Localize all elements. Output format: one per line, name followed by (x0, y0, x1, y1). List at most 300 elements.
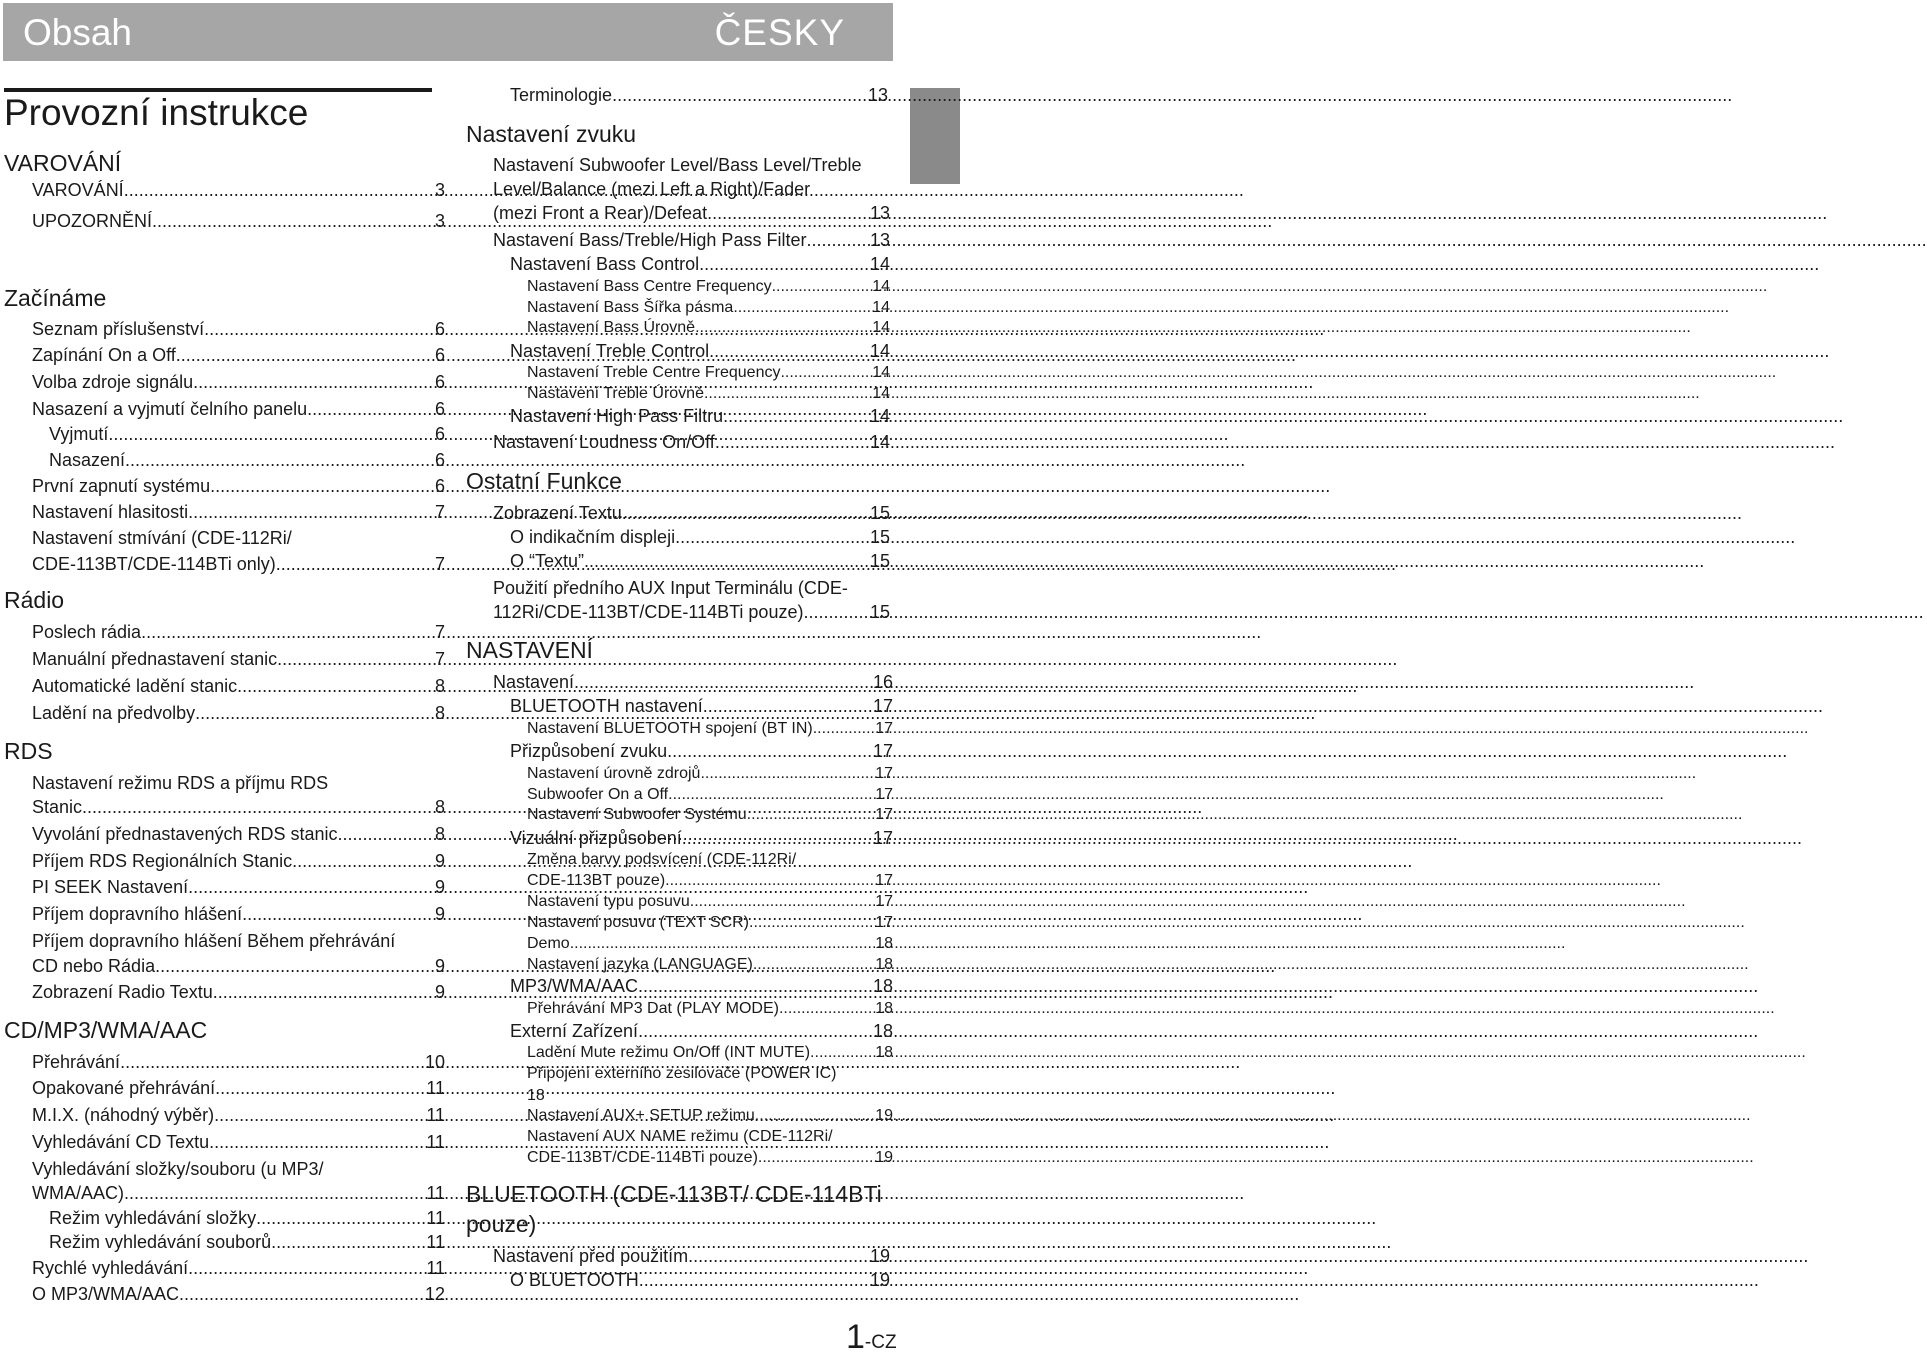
toc-entry-page: 19 (875, 1149, 893, 1166)
toc-entry-page: 14 (872, 364, 890, 381)
toc-entry-title: VAROVÁNÍ (32, 180, 124, 200)
toc-entry-title: O BLUETOOTH (510, 1270, 639, 1290)
toc-entry-page: 17 (872, 741, 893, 761)
toc-entry[interactable] (510, 1021, 893, 1042)
toc-entry-title: Nastavení AUX NAME režimu (CDE-112Ri/ (527, 1128, 833, 1145)
toc-entry[interactable] (510, 828, 893, 849)
toc-entry[interactable] (32, 528, 292, 549)
toc-entry-page: 14 (872, 319, 890, 336)
toc-entry-title: Ladění Mute režimu On/Off (INT MUTE) (527, 1044, 811, 1061)
toc-entry[interactable] (527, 956, 893, 974)
toc-entry-title: Nastavení jazyka (LANGUAGE) (527, 956, 753, 973)
toc-entry-page: 6 (434, 476, 445, 496)
toc-entry-title: Vyjmutí (49, 424, 109, 444)
toc-entry[interactable] (527, 893, 893, 911)
toc-entry-title: Nastavení (493, 672, 575, 692)
toc-entry[interactable] (527, 278, 890, 296)
toc-entry-page: 19 (869, 1246, 890, 1266)
toc-entry-page: 15 (869, 602, 890, 622)
dot-leader (715, 432, 870, 453)
toc-entry-page: 11 (426, 1208, 445, 1228)
dot-leader (188, 877, 435, 898)
toc-entry[interactable] (32, 1078, 445, 1099)
toc-entry-page: 8 (434, 797, 445, 817)
dot-leader (668, 786, 875, 804)
toc-entry[interactable] (493, 602, 890, 623)
dot-leader (125, 450, 435, 471)
dot-leader (276, 554, 435, 575)
toc-entry[interactable] (32, 1052, 445, 1073)
toc-entry-title: Stanic (32, 797, 83, 817)
toc-entry[interactable] (49, 1232, 445, 1253)
dot-leader (215, 1078, 426, 1099)
toc-entry-title: Příjem dopravního hlášení (32, 904, 243, 924)
toc-entry-title: Připojení externího zesilovače (POWER IC) (527, 1065, 837, 1082)
dot-leader (574, 672, 873, 693)
toc-entry[interactable] (510, 527, 890, 548)
toc-entry-page: 15 (869, 551, 890, 571)
toc-entry[interactable] (32, 372, 445, 393)
toc-entry-title: Volba zdroje signálu (32, 372, 194, 392)
toc-entry[interactable] (527, 1044, 893, 1062)
toc-entry[interactable] (32, 851, 445, 872)
dot-leader (209, 1132, 426, 1153)
toc-entry[interactable] (32, 703, 445, 724)
toc-entry-title: PI SEEK Nastavení (32, 877, 189, 897)
section-heading: BLUETOOTH (CDE-113BT/ CDE-114BTi (466, 1181, 882, 1207)
section-heading: RDS (4, 738, 53, 764)
toc-entry-page: 11 (426, 1258, 445, 1278)
toc-entry[interactable] (510, 406, 890, 427)
toc-entry[interactable] (32, 1284, 445, 1305)
section-heading: Ostatní Funkce (466, 468, 622, 494)
toc-entry-title: Terminologie (510, 85, 613, 105)
toc-entry[interactable] (527, 914, 893, 932)
toc-entry-title: 18 (527, 1087, 545, 1104)
toc-entry[interactable] (49, 424, 445, 445)
toc-entry-page: 13 (869, 203, 890, 223)
toc-entry[interactable] (527, 935, 893, 953)
dot-leader (755, 1107, 875, 1125)
toc-entry-title: Rychlé vyhledávání (32, 1258, 189, 1278)
section-heading: CD/MP3/WMA/AAC (4, 1017, 208, 1043)
toc-entry[interactable] (32, 1159, 323, 1180)
toc-entry-title: Seznam příslušenství (32, 319, 205, 339)
dot-leader (682, 828, 873, 849)
dot-leader (124, 180, 435, 201)
main-title: Provozní instrukce (4, 92, 309, 133)
section-heading: Začínáme (4, 285, 107, 311)
toc-entry-page: 7 (434, 649, 445, 669)
toc-entry-title: Ladění na předvolby (32, 703, 196, 723)
dot-leader (806, 230, 870, 251)
toc-entry-title: Nastavení typu posuvu (527, 893, 690, 910)
toc-entry-title: Nastavení Loudness On/Off (493, 432, 715, 452)
toc-entry-title: (mezi Front a Rear)/Defeat (493, 203, 708, 223)
toc-entry-title: Nastavení Bass Úrovně (527, 319, 696, 336)
toc-entry[interactable] (493, 155, 862, 176)
toc-entry[interactable] (32, 476, 445, 497)
header-language: ČESKY (714, 12, 845, 53)
toc-entry-title: Manuální přednastavení stanic (32, 649, 278, 669)
dot-leader (639, 1270, 870, 1291)
dot-leader (570, 935, 876, 953)
toc-entry[interactable] (32, 931, 395, 952)
toc-entry-page: 14 (872, 278, 890, 295)
toc-entry-title: O “Textu” (510, 551, 585, 571)
toc-entry[interactable] (32, 649, 445, 670)
toc-entry-page: 11 (426, 1078, 445, 1098)
toc-entry-title: Nastavení Bass Centre Frequency (527, 278, 772, 295)
toc-entry-title: Příjem RDS Regionálních Stanic (32, 851, 293, 871)
toc-entry-title: Režim vyhledávání složky (49, 1208, 257, 1228)
dot-leader (338, 824, 435, 845)
toc-entry[interactable] (510, 741, 893, 762)
toc-entry-page: 10 (424, 1052, 445, 1072)
dot-leader (584, 551, 870, 572)
header-bar (3, 3, 893, 61)
toc-entry-title: O MP3/WMA/AAC (32, 1284, 180, 1304)
dot-leader (803, 602, 870, 623)
dot-leader (758, 1149, 875, 1167)
toc-entry-page: 17 (875, 806, 893, 823)
toc-entry-title: Nastavení hlasitosti (32, 502, 189, 522)
dot-leader (237, 676, 435, 697)
toc-entry[interactable] (32, 622, 445, 643)
toc-entry-page: 12 (424, 1284, 445, 1304)
toc-entry-title: Externí Zařízení (510, 1021, 639, 1041)
toc-entry-page: 7 (434, 554, 445, 574)
toc-entry-title: Nasazení a vyjmutí čelního panelu (32, 399, 308, 419)
toc-entry-title: Subwoofer On a Off (527, 786, 669, 803)
toc-entry[interactable] (527, 806, 893, 824)
toc-entry[interactable] (527, 872, 893, 890)
toc-entry-page: 17 (875, 786, 893, 803)
toc-entry-title: První zapnutí systému (32, 476, 211, 496)
toc-entry-page: 9 (434, 956, 445, 976)
toc-entry-page: 9 (434, 877, 445, 897)
toc-entry-title: Vyvolání přednastavených RDS stanic (32, 824, 338, 844)
toc-entry[interactable] (32, 319, 445, 340)
toc-entry-title: 112Ri/CDE-113BT/CDE-114BTi pouze) (493, 602, 804, 622)
toc-entry-page: 16 (872, 672, 893, 692)
dot-leader (813, 720, 875, 738)
dot-leader (256, 1208, 426, 1229)
toc-entry[interactable] (510, 696, 893, 717)
dot-leader (188, 502, 435, 523)
toc-entry-title: M.I.X. (náhodný výběr) (32, 1105, 215, 1125)
toc-entry-page: 9 (434, 851, 445, 871)
toc-entry-page: 14 (869, 432, 890, 452)
dot-leader (179, 1284, 425, 1305)
toc-entry[interactable] (32, 1258, 445, 1279)
toc-entry[interactable] (527, 720, 893, 738)
toc-entry[interactable] (32, 982, 445, 1003)
toc-entry-title: Nastavení Bass Control (510, 254, 700, 274)
toc-entry[interactable] (527, 1087, 545, 1105)
toc-entry[interactable] (527, 1149, 893, 1167)
toc-entry-page: 7 (434, 502, 445, 522)
dot-leader (638, 976, 873, 997)
toc-entry[interactable] (493, 578, 848, 599)
dot-leader (204, 319, 435, 340)
toc-entry-page: 9 (434, 982, 445, 1002)
toc-entry-title: Přehrávání MP3 Dat (PLAY MODE) (527, 1000, 779, 1017)
dot-leader (155, 956, 435, 977)
dot-leader (753, 956, 875, 974)
dot-leader (779, 1000, 875, 1018)
dot-leader (749, 914, 875, 932)
toc-entry-title: Nastavení Subwoofer Systému (527, 806, 747, 823)
toc-entry[interactable] (493, 672, 893, 693)
toc-entry-title: WMA/AAC) (32, 1183, 124, 1203)
toc-entry-page: 14 (869, 254, 890, 274)
toc-entry[interactable] (32, 180, 445, 201)
dot-leader (675, 527, 870, 548)
toc-entry-page: 19 (875, 1107, 893, 1124)
page-number (846, 1318, 897, 1357)
toc-entry-page: 17 (875, 872, 893, 889)
dot-leader (124, 1183, 426, 1204)
toc-entry[interactable] (32, 1183, 445, 1204)
toc-entry[interactable] (493, 503, 890, 524)
toc-entry-page: 18 (875, 935, 893, 952)
toc-entry-page: 3 (434, 180, 445, 200)
toc-entry[interactable] (32, 1105, 445, 1126)
toc-entry-title: Přizpůsobení zvuku (510, 741, 668, 761)
dot-leader (622, 503, 870, 524)
toc-entry-page: 6 (434, 372, 445, 392)
dot-leader (176, 345, 435, 366)
toc-entry-page: 18 (875, 1044, 893, 1061)
dot-leader (271, 1232, 426, 1253)
dot-leader (612, 85, 868, 106)
toc-entry-page: 18 (872, 1021, 893, 1041)
toc-entry-page: 14 (869, 341, 890, 361)
toc-entry-page: 8 (434, 676, 445, 696)
toc-entry-title: CDE-113BT/CDE-114BTi only) (32, 554, 276, 574)
toc-entry-title: Nastavení stmívání (CDE-112Ri/ (32, 528, 292, 548)
toc-entry-page: 3 (434, 211, 445, 231)
toc-entry-title: Nastavení režimu RDS a příjmu RDS (32, 773, 329, 793)
toc-entry[interactable] (527, 299, 890, 317)
section-heading: NASTAVENÍ (466, 637, 593, 663)
dot-leader (699, 254, 870, 275)
dot-leader (747, 806, 876, 824)
toc-entry-title: Vyhledávání složky/souboru (u MP3/ (32, 1159, 324, 1179)
dot-leader (120, 1052, 425, 1073)
toc-entry[interactable] (510, 341, 890, 362)
toc-entry[interactable] (32, 345, 445, 366)
dot-leader (152, 211, 435, 232)
dot-leader (665, 872, 875, 890)
toc-entry[interactable] (49, 1208, 445, 1229)
toc-entry[interactable] (527, 1065, 836, 1083)
toc-entry[interactable] (527, 851, 796, 869)
toc-entry[interactable] (32, 824, 445, 845)
toc-entry[interactable] (510, 254, 890, 275)
toc-entry-title: Nastavení BLUETOOTH spojení (BT IN) (527, 720, 813, 737)
toc-entry-page: 17 (875, 720, 893, 737)
dot-leader (688, 1246, 870, 1267)
toc-entry[interactable] (32, 904, 445, 925)
toc-entry[interactable] (49, 450, 445, 471)
dot-leader (810, 1044, 875, 1062)
toc-entry[interactable] (32, 797, 445, 818)
toc-entry-title: Opakované přehrávání (32, 1078, 216, 1098)
toc-entry-title: CDE-113BT pouze) (527, 872, 666, 889)
toc-entry-title: Zapínání On a Off (32, 345, 176, 365)
toc-entry-page: 18 (872, 976, 893, 996)
toc-entry-page: 6 (434, 345, 445, 365)
toc-entry-title: BLUETOOTH nastavení (510, 696, 703, 716)
toc-entry-title: Level/Balance (mezi Left a Right)/Fader (493, 179, 811, 199)
toc-entry-title: Automatické ladění stanic (32, 676, 238, 696)
toc-entry[interactable] (32, 877, 445, 898)
toc-entry-page: 17 (872, 828, 893, 848)
toc-entry-page: 8 (434, 824, 445, 844)
dot-leader (242, 904, 435, 925)
section-heading: VAROVÁNÍ (4, 150, 122, 176)
toc-entry-title: UPOZORNĚNÍ (32, 211, 153, 231)
toc-entry[interactable] (510, 551, 890, 572)
toc-entry[interactable] (510, 976, 893, 997)
dot-leader (214, 1105, 426, 1126)
toc-entry-title: Nastavení Treble Centre Frequency (527, 364, 781, 381)
toc-entry-page: 11 (426, 1105, 445, 1125)
toc-entry[interactable] (527, 385, 890, 403)
toc-entry-title: Poslech rádia (32, 622, 142, 642)
toc-entry-page: 17 (875, 914, 893, 931)
dot-leader (733, 299, 872, 317)
toc-entry[interactable] (493, 230, 890, 251)
dot-leader (695, 319, 872, 337)
dot-leader (307, 399, 435, 420)
toc-entry-title: Příjem dopravního hlášení Během přehrávání (32, 931, 396, 951)
toc-entry-page: 13 (869, 230, 890, 250)
toc-entry-page: 11 (426, 1183, 445, 1203)
toc-entry-page: 15 (869, 503, 890, 523)
dot-leader (772, 278, 873, 296)
toc-entry-title: O indikačním displeji (510, 527, 676, 547)
toc-entry[interactable] (527, 319, 890, 337)
section-heading: Nastavení zvuku (466, 121, 637, 147)
toc-entry-title: Nastavení AUX+ SETUP režimu (527, 1107, 755, 1124)
dot-leader (141, 622, 435, 643)
toc-entry-page: 6 (434, 424, 445, 444)
toc-entry[interactable] (527, 786, 893, 804)
toc-entry-title: Režim vyhledávání souborů (49, 1232, 272, 1252)
page-number-suffix: -CZ (864, 1332, 897, 1353)
toc-entry[interactable] (32, 399, 445, 420)
toc-entry-page: 14 (869, 406, 890, 426)
toc-entry-page: 18 (875, 956, 893, 973)
toc-entry-page: 17 (875, 893, 893, 910)
toc-entry-title: Přehrávání (32, 1052, 121, 1072)
dot-leader (690, 893, 875, 911)
toc-entry[interactable] (493, 432, 890, 453)
toc-entry-page: 9 (434, 904, 445, 924)
toc-entry-title: Zobrazení Radio Textu (32, 982, 213, 1002)
toc-entry[interactable] (510, 85, 888, 106)
toc-entry[interactable] (32, 211, 445, 232)
toc-entry-page: 7 (434, 622, 445, 642)
toc-entry-title: MP3/WMA/AAC (510, 976, 639, 996)
toc-entry[interactable] (32, 1132, 445, 1153)
dot-leader (193, 372, 435, 393)
dot-leader (667, 741, 873, 762)
dot-leader (108, 424, 435, 445)
toc-entry[interactable] (510, 1270, 890, 1291)
toc-entry[interactable] (493, 179, 810, 200)
dot-leader (292, 851, 435, 872)
toc-entry[interactable] (32, 773, 328, 794)
toc-entry-title: Zobrazení Textu (493, 503, 622, 523)
toc-entry[interactable] (527, 1128, 833, 1146)
toc-entry-title: CDE-113BT/CDE-114BTi pouze) (527, 1149, 758, 1166)
toc-entry-title: Nastavení posuvu (TEXT SCR) (527, 914, 750, 931)
toc-entry-page: 11 (426, 1232, 445, 1252)
toc-entry-title: Změna barvy podsvícení (CDE-112Ri/ (527, 851, 797, 868)
toc-entry-title: Nastavení před použitím (493, 1246, 689, 1266)
toc-entry[interactable] (32, 676, 445, 697)
toc-entry[interactable] (527, 364, 890, 382)
dot-leader (277, 649, 435, 670)
toc-entry-page: 8 (434, 703, 445, 723)
toc-entry-title: Nastavení High Pass Filtru (510, 406, 724, 426)
toc-entry[interactable] (32, 554, 445, 575)
toc-entry-title: Nastavení Treble Úrovně (527, 385, 704, 402)
dot-leader (195, 703, 435, 724)
toc-entry-page: 6 (434, 450, 445, 470)
toc-entry-title: Nastavení úrovně zdrojů (527, 765, 701, 782)
toc-entry-page: 14 (872, 385, 890, 402)
toc-entry[interactable] (527, 765, 893, 783)
dot-leader (707, 203, 870, 224)
dot-leader (780, 364, 872, 382)
toc-entry-page: 6 (434, 319, 445, 339)
toc-entry-title: Vyhledávání CD Textu (32, 1132, 210, 1152)
dot-leader (638, 1021, 873, 1042)
toc-entry[interactable] (493, 203, 890, 224)
toc-entry-title: Nasazení (49, 450, 126, 470)
toc-entry-title: Nastavení Bass Šířka pásma (527, 299, 734, 316)
page-number-value: 1 (846, 1318, 865, 1356)
toc-entry-title: Nastavení Bass/Treble/High Pass Filter (493, 230, 807, 250)
toc-entry[interactable] (32, 502, 445, 523)
dot-leader (82, 797, 435, 818)
toc-entry-page: 6 (434, 399, 445, 419)
toc-entry-page: 13 (867, 85, 888, 105)
toc-entry[interactable] (527, 1000, 893, 1018)
toc-entry-page: 11 (426, 1132, 445, 1152)
toc-entry-page: 17 (872, 696, 893, 716)
toc-entry-title: Nastavení Subwoofer Level/Bass Level/Treble (493, 155, 862, 175)
dot-leader (709, 341, 870, 362)
toc-entry-page: 18 (875, 1000, 893, 1017)
section-heading: Rádio (4, 587, 65, 613)
toc-entry[interactable] (493, 1246, 890, 1267)
dot-leader (703, 696, 873, 717)
dot-leader (704, 385, 872, 403)
toc-entry[interactable] (527, 1107, 893, 1125)
dot-leader (210, 476, 435, 497)
toc-entry-title: Nastavení Treble Control (510, 341, 710, 361)
dot-leader (188, 1258, 426, 1279)
dot-leader (213, 982, 435, 1003)
toc-entry[interactable] (32, 956, 445, 977)
dot-leader (700, 765, 875, 783)
